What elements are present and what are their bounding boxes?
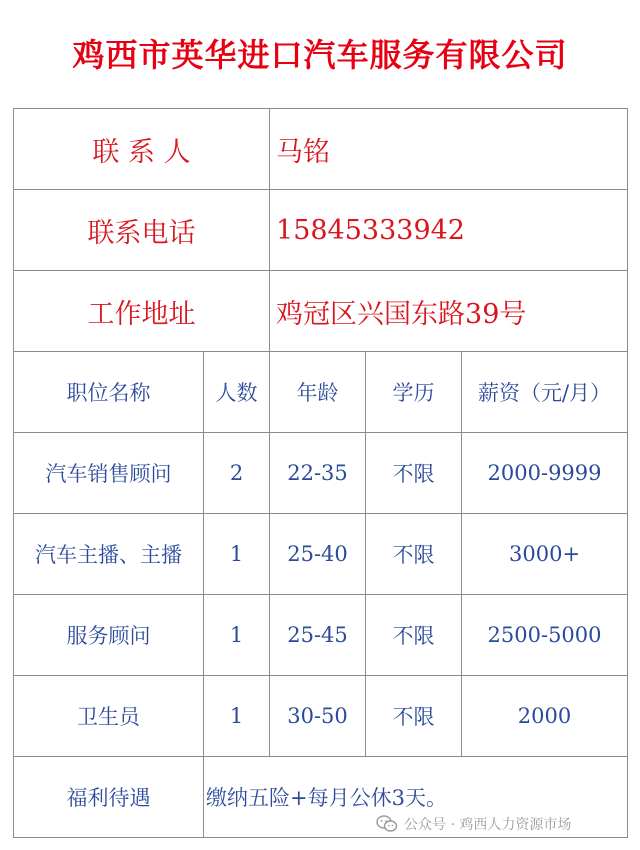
contact-phone-label: 联系电话 — [14, 190, 270, 271]
table-row — [14, 514, 628, 595]
salary-cell: 3000+ — [462, 514, 628, 595]
position-cell: 卫生员 — [14, 676, 204, 757]
work-address-value: 鸡冠区兴国东路39号 — [270, 271, 628, 352]
position-cell: 汽车主播、主播 — [14, 514, 204, 595]
job-info-table — [13, 108, 628, 838]
count-cell: 2 — [204, 433, 270, 514]
count-cell: 1 — [204, 514, 270, 595]
education-cell: 不限 — [366, 433, 462, 514]
salary-cell: 2500-5000 — [462, 595, 628, 676]
age-cell: 30-50 — [270, 676, 366, 757]
header-count: 人数 — [204, 352, 270, 433]
position-cell: 服务顾问 — [14, 595, 204, 676]
header-salary: 薪资（元/月） — [462, 352, 628, 433]
salary-cell: 2000 — [462, 676, 628, 757]
benefits-value: 缴纳五险+每月公休3天。 — [204, 757, 628, 838]
table-row — [14, 676, 628, 757]
page-title: 鸡西市英华进口汽车服务有限公司 — [72, 36, 568, 74]
salary-cell: 2000-9999 — [462, 433, 628, 514]
table-row — [14, 433, 628, 514]
table-header-row — [14, 352, 628, 433]
age-cell: 25-45 — [270, 595, 366, 676]
contact-person-value: 马铭 — [270, 109, 628, 190]
contact-phone-row — [14, 190, 628, 271]
contact-person-row — [14, 109, 628, 190]
position-cell: 汽车销售顾问 — [14, 433, 204, 514]
work-address-label: 工作地址 — [14, 271, 270, 352]
education-cell: 不限 — [366, 595, 462, 676]
education-cell: 不限 — [366, 514, 462, 595]
header-position: 职位名称 — [14, 352, 204, 433]
header-education: 学历 — [366, 352, 462, 433]
benefits-label: 福利待遇 — [14, 757, 204, 838]
watermark-text: 公众号 · 鸡西人力资源市场 — [404, 817, 572, 833]
count-cell: 1 — [204, 676, 270, 757]
watermark — [372, 812, 575, 836]
age-cell: 22-35 — [270, 433, 366, 514]
table-row — [14, 595, 628, 676]
education-cell: 不限 — [366, 676, 462, 757]
contact-phone-value[interactable]: 15845333942 — [270, 190, 628, 271]
wechat-icon — [376, 815, 398, 833]
contact-person-label: 联 系 人 — [14, 109, 270, 190]
header-age: 年龄 — [270, 352, 366, 433]
age-cell: 25-40 — [270, 514, 366, 595]
work-address-row — [14, 271, 628, 352]
count-cell: 1 — [204, 595, 270, 676]
